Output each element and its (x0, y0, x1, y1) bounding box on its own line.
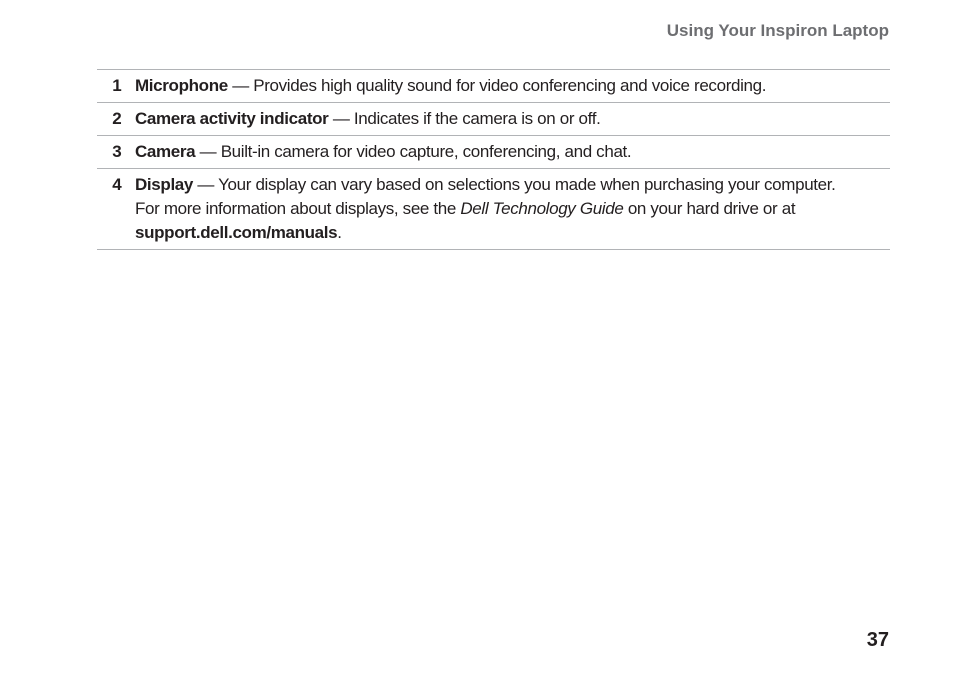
item-description (135, 136, 890, 169)
item-number: 4 (97, 169, 135, 250)
item-separator: — (195, 142, 221, 161)
table-row (97, 169, 890, 250)
item-description (135, 169, 890, 250)
page-number: 37 (866, 629, 889, 651)
item-description (135, 70, 890, 103)
item-number: 2 (97, 103, 135, 136)
item-separator: — (328, 109, 354, 128)
item-text: . (337, 223, 342, 242)
item-term: Camera (135, 142, 196, 161)
component-description-table (97, 69, 890, 250)
item-term: Microphone (135, 76, 228, 95)
item-term: Camera activity indicator (135, 109, 329, 128)
item-text: Your display can vary based on selections you made when purchasing your computer. For more information about displays, see the (135, 175, 836, 218)
table-row (97, 136, 890, 169)
guide-title: Dell Technology Guide (460, 199, 624, 218)
item-term: Display (135, 175, 194, 194)
item-text: Built-in camera for video capture, conferencing, and chat. (220, 142, 632, 161)
item-text: Provides high quality sound for video conferencing and voice recording. (253, 76, 767, 95)
item-separator: — (227, 76, 254, 95)
item-number: 1 (97, 70, 135, 103)
running-header: Using Your Inspiron Laptop (666, 21, 889, 40)
table-row (97, 103, 890, 136)
item-text: on your hard drive or at (623, 199, 796, 218)
item-number: 3 (97, 136, 135, 169)
support-link[interactable]: support.dell.com/manuals (135, 223, 338, 242)
item-description (135, 103, 890, 136)
item-text: Indicates if the camera is on or off. (353, 109, 601, 128)
table-row (97, 70, 890, 103)
item-separator: — (193, 175, 219, 194)
